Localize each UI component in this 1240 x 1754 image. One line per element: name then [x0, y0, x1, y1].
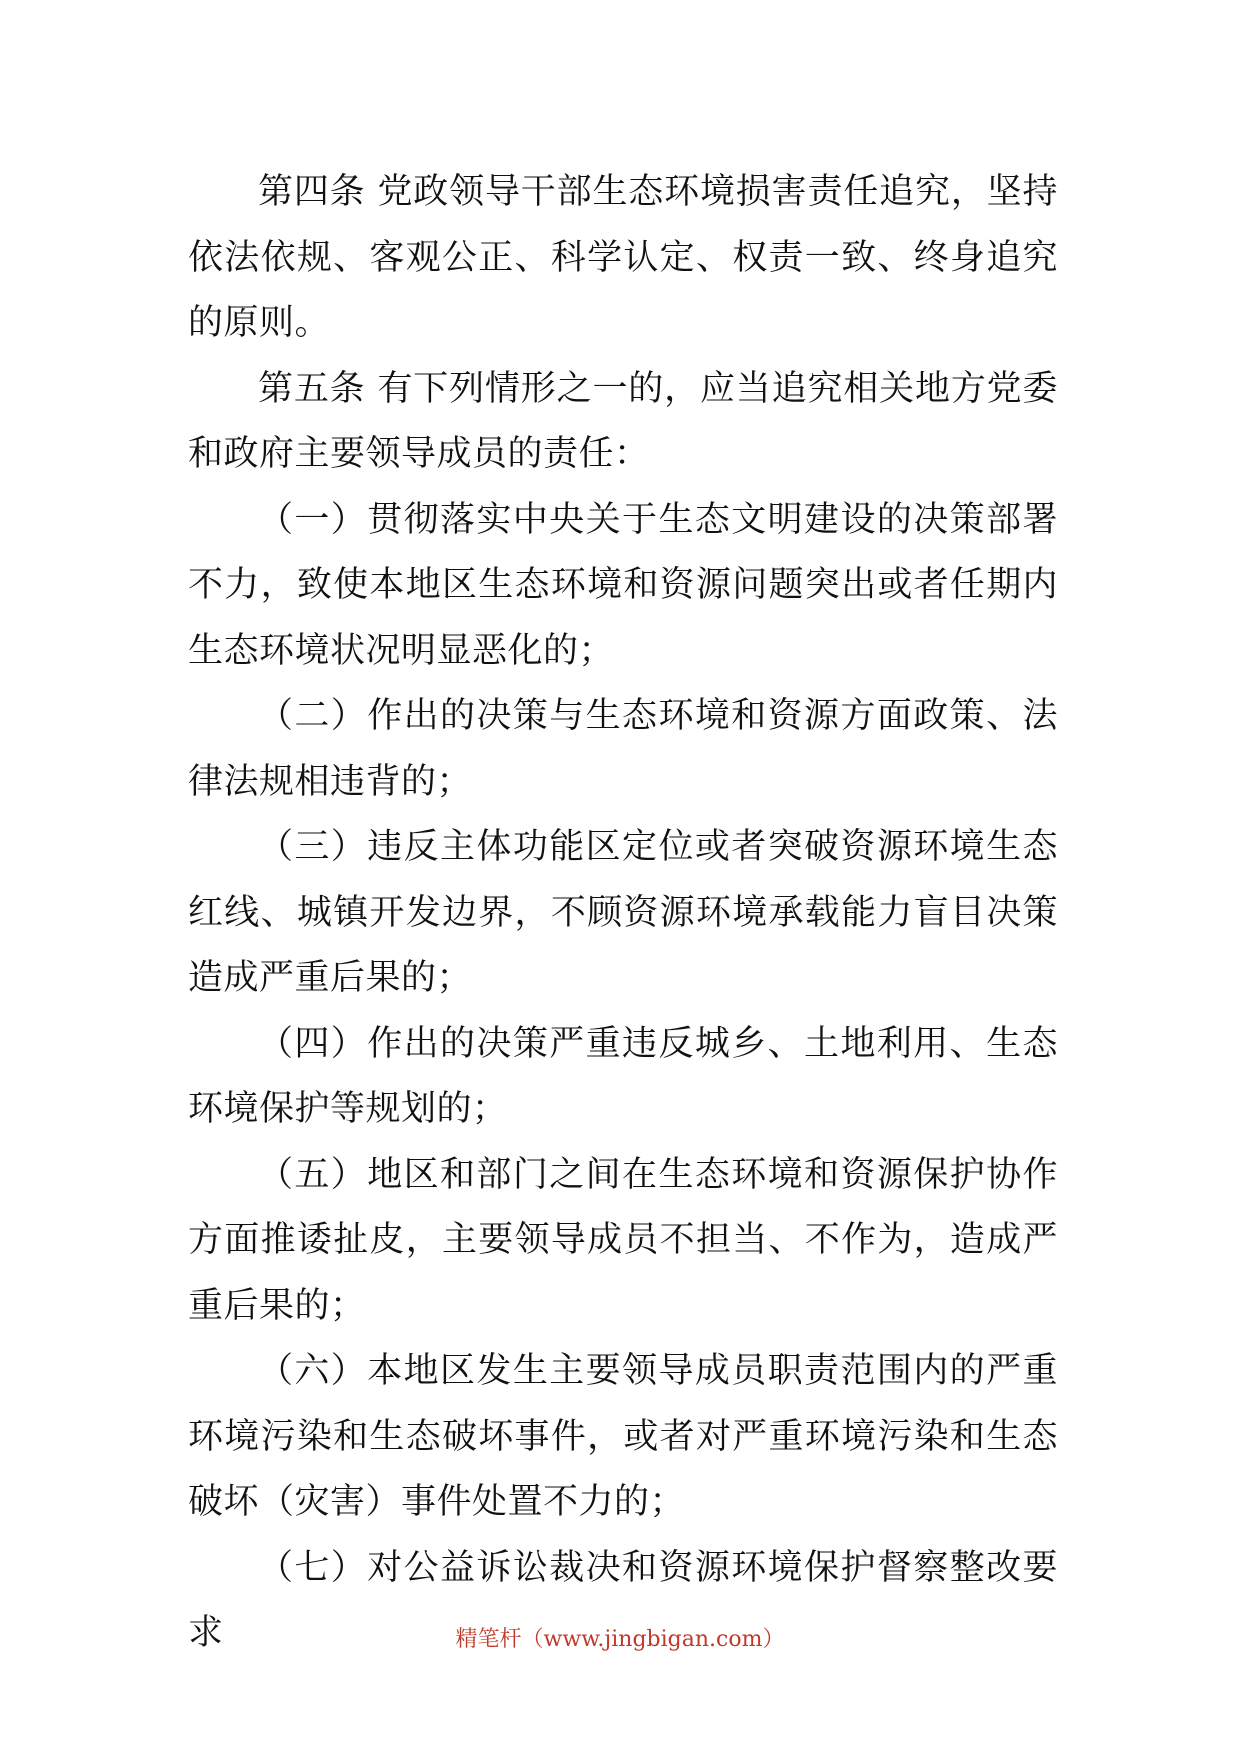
footer-watermark-text: 精笔杆（www.jingbigan.com）: [455, 1627, 785, 1652]
clause-3-paragraph: （三）违反主体功能区定位或者突破资源环境生态红线、城镇开发边界，不顾资源环境承载能力盲目决策造成严重后果的；: [188, 827, 1058, 998]
clause-6-paragraph: （六）本地区发生主要领导成员职责范围内的严重环境污染和生态破坏事件，或者对严重环境污染和生态破坏（灾害）事件处置不力的；: [188, 1351, 1058, 1522]
clause-5-paragraph: （五）地区和部门之间在生态环境和资源保护协作方面推诿扯皮，主要领导成员不担当、不作为，造成严重后果的；: [188, 1154, 1058, 1326]
article-5-paragraph: 第五条 有下列情形之一的，应当追究相关地方党委和政府主要领导成员的责任：: [188, 368, 1058, 474]
article-4-paragraph: 第四条 党政领导干部生态环境损害责任追究，坚持依法依规、客观公正、科学认定、权责一致、终身追究的原则。: [188, 172, 1058, 343]
document-body: [188, 160, 1058, 1667]
clause-4-paragraph: （四）作出的决策严重违反城乡、土地利用、生态环境保护等规划的；: [188, 1023, 1058, 1129]
clause-1-paragraph: （一）贯彻落实中央关于生态文明建设的决策部署不力，致使本地区生态环境和资源问题突出或者任期内生态环境状况明显恶化的；: [188, 499, 1058, 671]
clause-7-paragraph: （七）对公益诉讼裁决和资源环境保护督察整改要求: [188, 1547, 1058, 1653]
clause-2-paragraph: （二）作出的决策与生态环境和资源方面政策、法律法规相违背的；: [188, 696, 1058, 802]
